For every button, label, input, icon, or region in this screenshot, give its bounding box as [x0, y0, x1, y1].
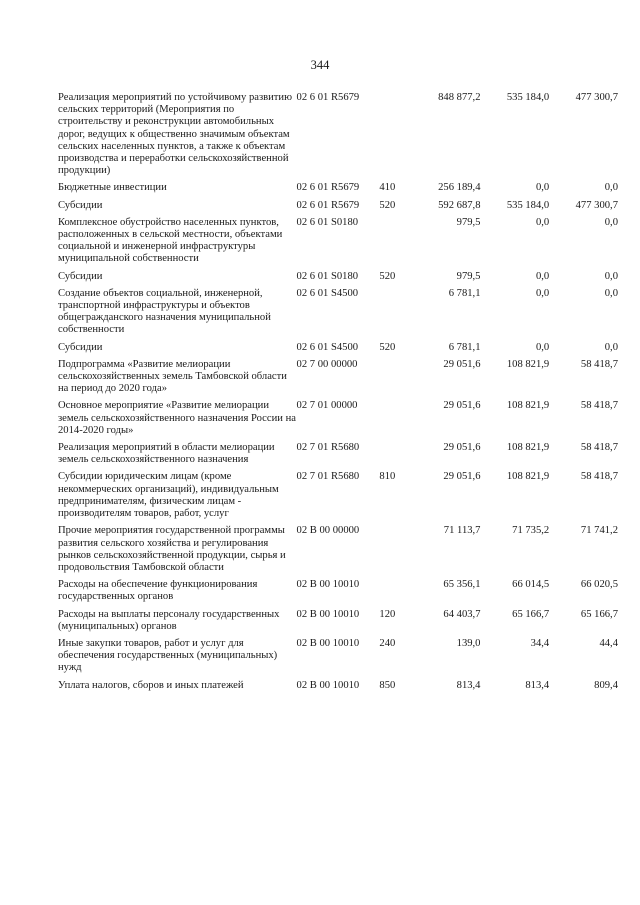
row-value-year-1: 29 051,6 [443, 358, 481, 370]
row-value-year-2: 71 735,2 [512, 525, 550, 537]
row-value-year-3: 44,4 [599, 637, 618, 649]
row-code: 02 6 01 R5679 [296, 199, 360, 211]
table-row [58, 579, 618, 608]
row-code: 02 7 01 R5680 [296, 471, 360, 483]
table-row [58, 271, 618, 288]
row-value-year-2: 108 821,9 [506, 442, 550, 454]
row-expense-type [379, 400, 403, 442]
row-value-year-2: 108 821,9 [506, 358, 550, 370]
row-value-year-2: 535 184,0 [506, 92, 550, 103]
row-value-year-1: 979,5 [456, 270, 481, 282]
row-name: Реализация мероприятий по устойчивому развитию сельских территорий (Мероприятия по строительству и реконструкции автомобильных дорог, ведущих к общественно значимым объектам сельских населенных пунктов, а также к объектам производства и переработки сельскохозяйственной продукции) [58, 92, 293, 177]
row-value-year-3: 58 418,7 [580, 471, 618, 483]
row-value-year-2: 108 821,9 [506, 400, 550, 412]
row-code: 02 7 01 R5680 [296, 442, 360, 454]
row-name: Субсидии [58, 199, 103, 211]
table-row [58, 680, 618, 697]
row-value-year-3: 66 020,5 [580, 579, 618, 591]
row-code: 02 В 00 10010 [296, 579, 360, 591]
row-value-year-2: 0,0 [535, 270, 550, 282]
row-expense-type: 520 [379, 199, 396, 211]
row-name: Прочие мероприятия государственной программы развития сельского хозяйства и регулирования рынков сельскохозяйственной продукции, сырья и продовольствия Тамбовской области [58, 525, 286, 573]
row-code: 02 6 01 S0180 [296, 270, 359, 282]
row-value-year-1: 29 051,6 [443, 442, 481, 454]
row-value-year-2: 0,0 [535, 341, 550, 353]
row-value-year-1: 979,5 [456, 216, 481, 228]
row-value-year-2: 0,0 [535, 287, 550, 299]
row-code: 02 6 01 S4500 [296, 287, 359, 299]
row-value-year-3: 58 418,7 [580, 358, 618, 370]
table-row [58, 359, 618, 401]
row-value-year-2: 108 821,9 [506, 471, 550, 483]
row-value-year-3: 477 300,7 [575, 199, 618, 211]
page-number: 344 [310, 58, 330, 72]
row-value-year-1: 71 113,7 [443, 525, 481, 537]
budget-table-body [58, 92, 618, 697]
row-expense-type: 240 [379, 637, 396, 649]
row-name: Подпрограмма «Развитие мелиорации сельскохозяйственных земель Тамбовской области на период до 2020 года» [58, 358, 287, 395]
row-name: Субсидии [58, 270, 103, 282]
table-row [58, 638, 618, 680]
row-name: Иные закупки товаров, работ и услуг для обеспечения государственных (муниципальных) нужд [58, 637, 278, 674]
row-value-year-2: 66 014,5 [512, 579, 550, 591]
row-value-year-1: 813,4 [456, 679, 481, 691]
row-name: Бюджетные инвестиции [58, 182, 167, 194]
row-value-year-1: 256 189,4 [438, 182, 481, 194]
row-expense-type [379, 288, 403, 342]
row-value-year-2: 0,0 [535, 216, 550, 228]
table-row [58, 525, 618, 579]
row-value-year-3: 58 418,7 [580, 400, 618, 412]
table-row [58, 609, 618, 638]
row-expense-type [379, 92, 403, 182]
row-value-year-2: 0,0 [535, 182, 550, 194]
row-name: Комплексное обустройство населенных пунктов, расположенных в сельской местности, объектами социальной и инженерной инфраструктуры муниципальной собственности [58, 216, 283, 265]
row-value-year-1: 848 877,2 [438, 92, 481, 103]
row-value-year-1: 29 051,6 [443, 471, 481, 483]
row-value-year-1: 592 687,8 [438, 199, 481, 211]
row-expense-type: 850 [379, 679, 396, 691]
row-name: Основное мероприятие «Развитие мелиорации земель сельскохозяйственного назначения России на 2014-2020 годы» [58, 400, 296, 436]
row-value-year-3: 71 741,2 [580, 525, 618, 537]
row-expense-type [379, 442, 403, 471]
row-value-year-1: 6 781,1 [448, 341, 481, 353]
table-row [58, 182, 618, 199]
row-value-year-1: 29 051,6 [443, 400, 481, 412]
row-value-year-1: 64 403,7 [443, 608, 481, 620]
row-name: Реализация мероприятий в области мелиорации земель сельскохозяйственного назначения [58, 442, 275, 466]
row-expense-type: 120 [379, 608, 396, 620]
row-value-year-3: 0,0 [604, 287, 618, 299]
row-code: 02 6 01 R5679 [296, 92, 360, 103]
row-value-year-3: 0,0 [604, 182, 618, 194]
row-value-year-3: 0,0 [604, 216, 618, 228]
row-expense-type [379, 525, 403, 579]
row-expense-type: 520 [379, 270, 396, 282]
row-value-year-2: 535 184,0 [506, 199, 550, 211]
row-code: 02 6 01 S0180 [296, 216, 359, 228]
row-expense-type [379, 359, 403, 401]
table-row [58, 217, 618, 271]
row-value-year-3: 0,0 [604, 341, 618, 353]
row-value-year-3: 477 300,7 [575, 92, 618, 103]
row-name: Расходы на выплаты персоналу государственных (муниципальных) органов [58, 608, 280, 632]
row-value-year-1: 6 781,1 [448, 287, 481, 299]
row-name: Уплата налогов, сборов и иных платежей [58, 679, 244, 691]
table-row [58, 400, 618, 442]
row-value-year-2: 813,4 [525, 679, 550, 691]
row-value-year-3: 0,0 [604, 270, 618, 282]
row-value-year-1: 139,0 [456, 637, 481, 649]
row-name: Субсидии [58, 341, 103, 353]
table-row [58, 200, 618, 217]
row-value-year-3: 65 166,7 [580, 608, 618, 620]
row-expense-type [379, 579, 403, 608]
table-row [58, 442, 618, 471]
row-value-year-1: 65 356,1 [443, 579, 481, 591]
row-expense-type: 520 [379, 341, 396, 353]
table-row [58, 342, 618, 359]
row-expense-type: 410 [379, 182, 396, 194]
table-row [58, 471, 618, 525]
row-name: Субсидии юридическим лицам (кроме некоммерческих организаций), индивидуальным предпринимателям, физическим лицам - производителям товаров, работ, услуг [58, 471, 279, 520]
table-row [58, 288, 618, 342]
row-value-year-2: 65 166,7 [512, 608, 550, 620]
row-code: 02 В 00 10010 [296, 679, 360, 691]
row-code: 02 6 01 S4500 [296, 341, 359, 353]
row-code: 02 7 01 00000 [296, 400, 358, 412]
row-name: Расходы на обеспечение функционирования государственных органов [58, 579, 258, 603]
row-value-year-3: 809,4 [594, 679, 618, 691]
row-value-year-2: 34,4 [530, 637, 550, 649]
row-code: 02 В 00 00000 [296, 525, 360, 537]
row-code: 02 В 00 10010 [296, 608, 360, 620]
table-row [58, 92, 618, 182]
row-expense-type: 810 [379, 471, 396, 483]
row-value-year-3: 58 418,7 [580, 442, 618, 454]
row-code: 02 6 01 R5679 [296, 182, 360, 194]
row-code: 02 В 00 10010 [296, 637, 360, 649]
row-name: Создание объектов социальной, инженерной, транспортной инфраструктуры и объектов общегражданского назначения муниципальной собственности [58, 287, 271, 336]
row-expense-type [379, 217, 403, 271]
budget-table [58, 92, 618, 697]
row-code: 02 7 00 00000 [296, 358, 358, 370]
